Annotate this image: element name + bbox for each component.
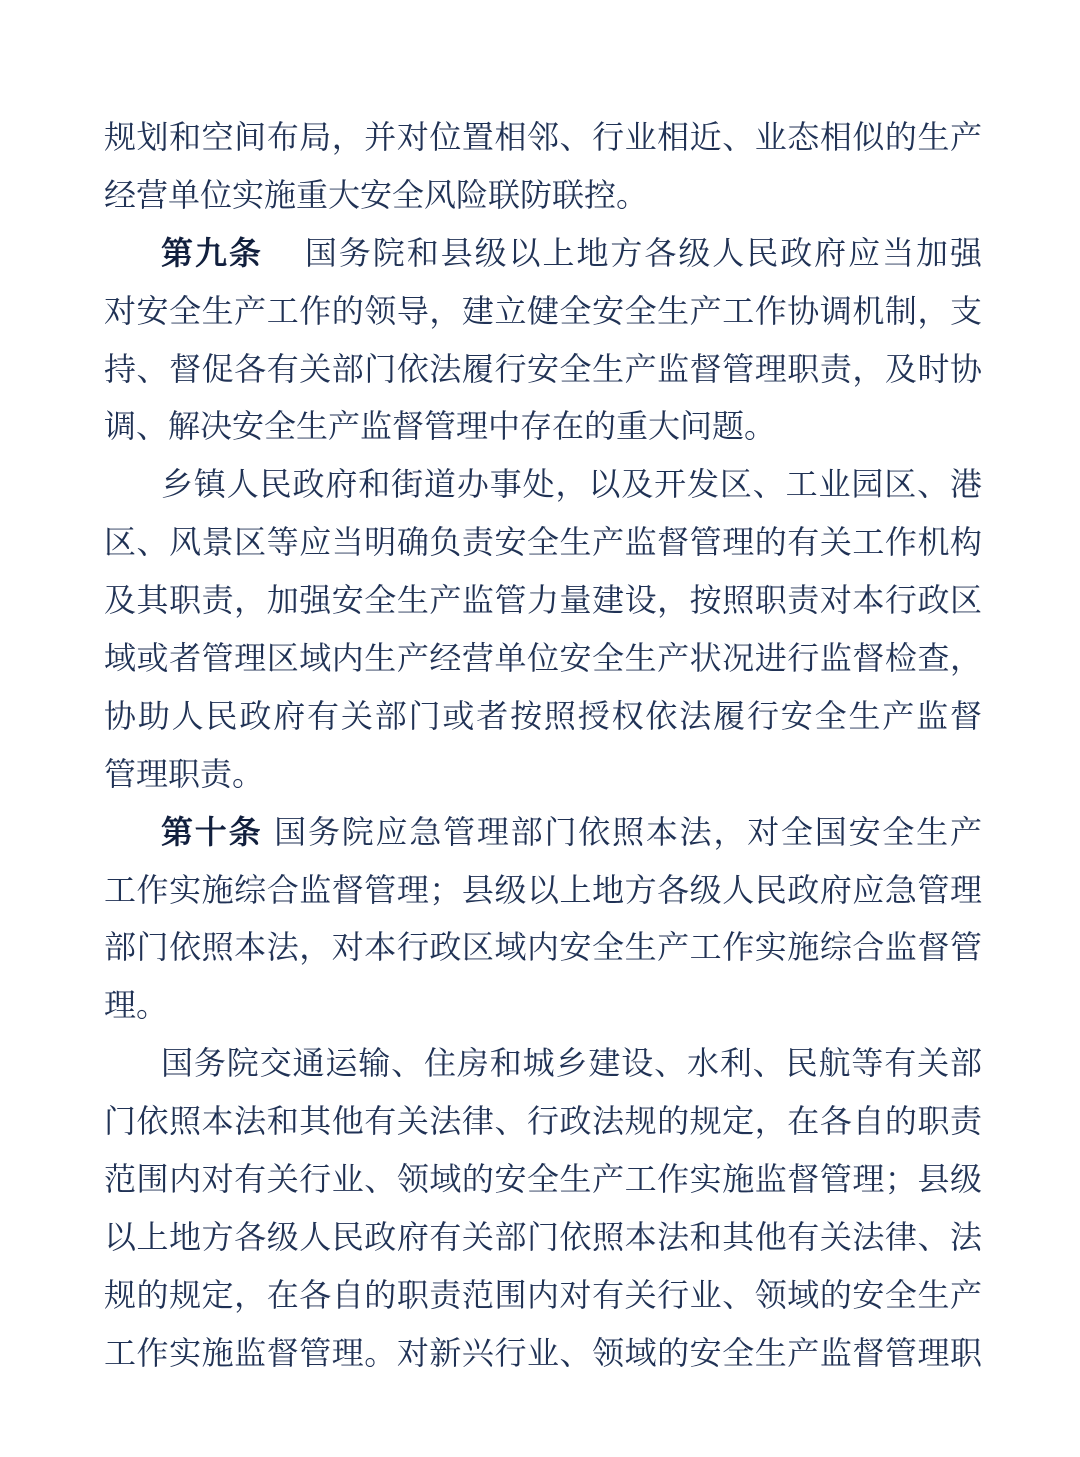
text-line	[104, 341, 982, 399]
line-text: 管理职责。	[104, 755, 265, 792]
text-line	[104, 688, 982, 746]
text-line	[104, 862, 982, 920]
text-line	[104, 1209, 982, 1267]
line-text: 国务院和县级以上地方各级人民政府应当加强	[302, 234, 982, 271]
line-text: 工作实施综合监督管理；县级以上地方各级人民政府应急管理	[104, 871, 982, 908]
text-line	[104, 630, 982, 688]
line-text: 对安全生产工作的领导，建立健全安全生产工作协调机制，支	[104, 292, 982, 329]
line-text: 门依照本法和其他有关法律、行政法规的规定，在各自的职责	[104, 1103, 982, 1140]
line-text: 规划和空间布局，并对位置相邻、行业相近、业态相似的生产	[104, 119, 982, 155]
article-number-gap	[262, 842, 272, 843]
text-line	[104, 919, 982, 977]
article-number-gap	[263, 263, 303, 264]
text-line	[104, 225, 982, 283]
text-line	[104, 1325, 982, 1383]
article-number: 第九条	[161, 234, 263, 271]
line-text: 协助人民政府有关部门或者按照授权依法履行安全生产监督	[104, 697, 982, 734]
line-text: 部门依照本法，对本行政区域内安全生产工作实施综合监督管	[104, 929, 982, 966]
line-text: 规的规定，在各自的职责范围内对有关行业、领域的安全生产	[104, 1276, 982, 1313]
line-text: 及其职责，加强安全生产监管力量建设，按照职责对本行政区	[104, 582, 982, 619]
text-line	[104, 1151, 982, 1209]
line-text: 乡镇人民政府和街道办事处，以及开发区、工业园区、港	[161, 466, 982, 503]
line-text: 工作实施监督管理。对新兴行业、领域的安全生产监督管理职	[104, 1334, 982, 1371]
text-line	[104, 1093, 982, 1151]
text-line	[104, 283, 982, 341]
text-line	[104, 398, 982, 456]
text-line	[104, 1035, 982, 1093]
text-line	[104, 167, 982, 225]
text-line	[104, 746, 982, 804]
document-text	[104, 109, 982, 1383]
line-text: 范围内对有关行业、领域的安全生产工作实施监督管理；县级	[104, 1161, 982, 1198]
text-line	[104, 514, 982, 572]
line-text: 以上地方各级人民政府有关部门依照本法和其他有关法律、法	[104, 1218, 982, 1255]
line-text: 区、风景区等应当明确负责安全生产监督管理的有关工作机构	[104, 524, 982, 561]
text-line	[104, 109, 982, 167]
line-text: 调、解决安全生产监督管理中存在的重大问题。	[104, 408, 777, 445]
text-line	[104, 977, 982, 1035]
line-text: 域或者管理区域内生产经营单位安全生产状况进行监督检查，	[104, 640, 982, 677]
line-text: 理。	[104, 987, 169, 1024]
line-text: 持、督促各有关部门依法履行安全生产监督管理职责，及时协	[104, 350, 982, 387]
line-text: 经营单位实施重大安全风险联防联控。	[104, 176, 649, 213]
line-text: 国务院交通运输、住房和城乡建设、水利、民航等有关部	[161, 1045, 982, 1082]
text-line	[104, 1267, 982, 1325]
text-line	[104, 572, 982, 630]
line-text: 国务院应急管理部门依照本法，对全国安全生产	[272, 813, 982, 850]
text-line	[104, 804, 982, 862]
text-line	[104, 456, 982, 514]
article-number: 第十条	[161, 813, 263, 850]
